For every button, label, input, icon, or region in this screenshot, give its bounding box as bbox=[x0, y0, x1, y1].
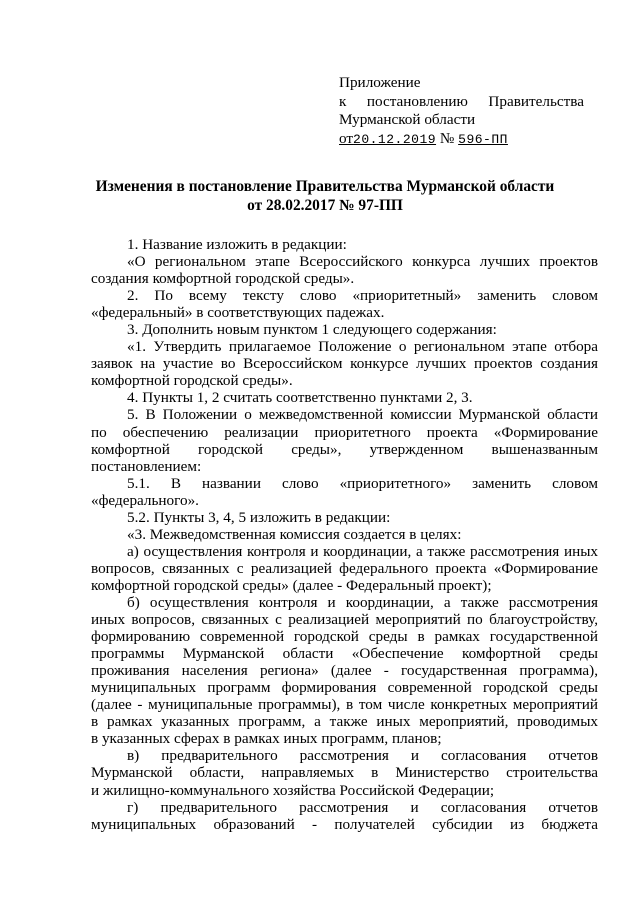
date-value: 20.12.2019 bbox=[353, 131, 437, 147]
appendix-resolution-line: к постановлению Правительства bbox=[339, 92, 584, 110]
text-line: иных вопросов, связанных с реализацией мероприятий по благоустройству, bbox=[91, 611, 598, 629]
text-line: формированию современной городской среды в рамках государственной bbox=[91, 628, 598, 646]
text-line: постановлением: bbox=[91, 457, 202, 475]
text-line: Мурманской области, направляемых в Министерство строительства bbox=[91, 764, 598, 782]
date-prefix: от bbox=[339, 129, 354, 147]
appendix-label: Приложение bbox=[339, 74, 421, 91]
text-line: проживания населения региона» (далее - государственная программа), bbox=[91, 662, 598, 680]
text-line: 5.1. В названии слово «приоритетного» заменить словом bbox=[127, 474, 598, 492]
text-line: комфортной городской среды» (далее - Федеральный проект); bbox=[91, 576, 492, 594]
text-line: г) предварительного рассмотрения и согласования отчетов bbox=[127, 798, 598, 816]
document-body bbox=[91, 236, 598, 833]
text-line: вопросов, связанных с реализацией федерального проекта «Формирование bbox=[91, 559, 598, 577]
title-line-1: Изменения в постановление Правительства Мурманской области bbox=[95, 178, 555, 195]
appendix-region-line: Мурманской области bbox=[339, 111, 476, 128]
text-line: 1. Название изложить в редакции: bbox=[127, 236, 347, 253]
text-line: а) осуществления контроля и координации, а также рассмотрения иных bbox=[127, 542, 598, 560]
text-line: в указанных сферах в рамках иных программ, планов; bbox=[91, 730, 442, 748]
text-line: «1. Утвердить прилагаемое Положение о региональном этапе отбора bbox=[127, 338, 598, 356]
text-line: заявок на участие во Всероссийском конкурсе лучших проектов создания bbox=[91, 355, 598, 373]
text-line: б) осуществления контроля и координации, а также рассмотрения bbox=[127, 593, 598, 611]
text-line: комфортной городской среды». bbox=[91, 372, 293, 390]
text-line: в рамках указанных программ, а также иных мероприятий, проводимых bbox=[91, 713, 598, 731]
text-line: «О региональном этапе Всероссийского конкурса лучших проектов bbox=[127, 253, 598, 271]
text-line: программы Мурманской области «Обеспечение комфортной среды bbox=[91, 645, 598, 663]
text-line: «федерального». bbox=[91, 491, 199, 509]
text-line: 5.2. Пункты 3, 4, 5 изложить в редакции: bbox=[127, 508, 391, 526]
number-sign: № bbox=[439, 129, 455, 147]
text-line: (далее - муниципальные программы), в том числе конкретных мероприятий bbox=[91, 696, 598, 714]
number-value: 596-ПП bbox=[458, 131, 508, 147]
text-line: 2. По всему тексту слово «приоритетный» заменить словом bbox=[127, 287, 598, 305]
text-line: создания комфортной городской среды». bbox=[91, 270, 355, 288]
text-line: комфортной городской среды», утвержденном вышеназванным bbox=[91, 440, 598, 458]
text-line: по обеспечению реализации приоритетного проекта «Формирование bbox=[91, 423, 598, 441]
text-line: и жилищно-коммунального хозяйства Российской Федерации; bbox=[91, 781, 495, 799]
text-line: муниципальных образований - получателей субсидии из бюджета bbox=[91, 815, 598, 833]
text-line: «3. Межведомственная комиссия создается в целях: bbox=[127, 525, 462, 543]
text-line: в) предварительного рассмотрения и согласования отчетов bbox=[127, 747, 598, 765]
document-title bbox=[60, 177, 590, 215]
text-line: 4. Пункты 1, 2 считать соответственно пунктами 2, 3. bbox=[127, 389, 473, 407]
text-line: 3. Дополнить новым пунктом 1 следующего содержания: bbox=[127, 321, 497, 339]
appendix-block bbox=[339, 74, 584, 149]
title-line-2: от 28.02.2017 № 97-ПП bbox=[247, 197, 403, 214]
text-line: «федеральный» в соответствующих падежах. bbox=[91, 304, 385, 322]
text-line: муниципальных программ формирования современной городской среды bbox=[91, 679, 598, 697]
text-line: 5. В Положении о межведомственной комиссии Мурманской области bbox=[127, 406, 598, 424]
appendix-date-line bbox=[339, 130, 584, 150]
